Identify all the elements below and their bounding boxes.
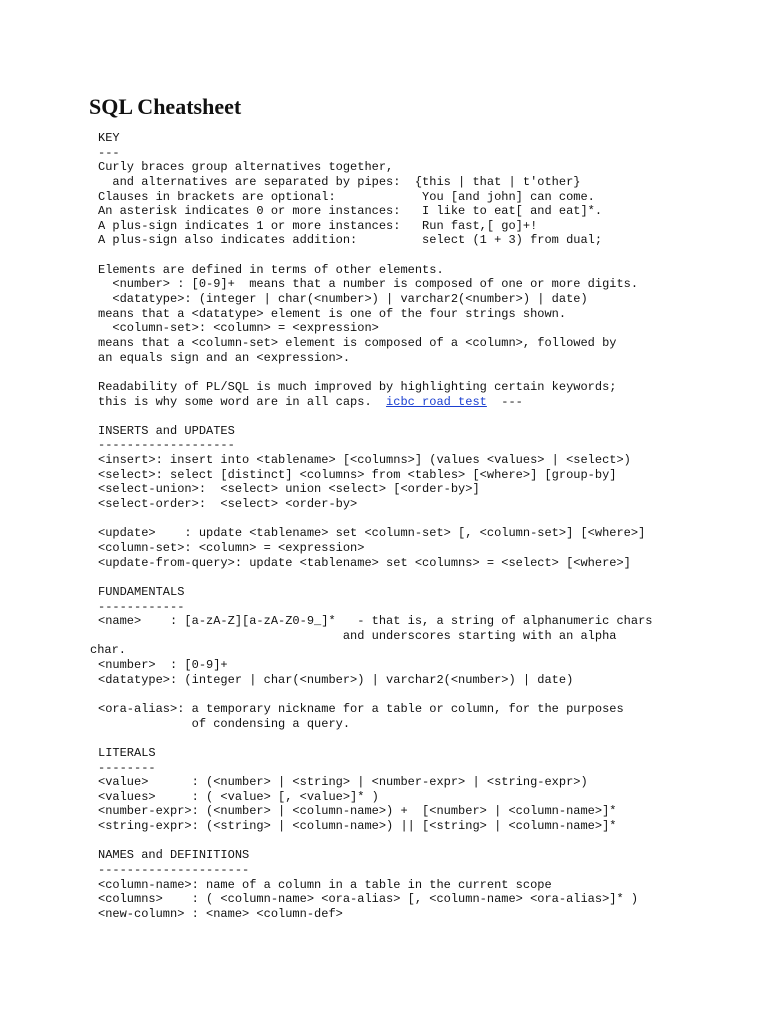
text-line — [90, 804, 760, 819]
line-text: An asterisk indicates 0 or more instances: I like to eat[ and eat]*. — [98, 204, 603, 219]
line-text: -------- — [98, 760, 156, 775]
text-line — [90, 526, 760, 541]
line-text: KEY — [98, 131, 120, 145]
line-text: of condensing a query. — [98, 716, 351, 731]
text-line — [90, 585, 760, 600]
text-line — [90, 468, 760, 483]
text-line — [90, 365, 760, 380]
text-line — [90, 658, 760, 673]
line-text: NAMES and DEFINITIONS — [98, 848, 250, 863]
line-text: <column-set>: <column> = <expression> — [98, 321, 379, 336]
text-line — [90, 395, 760, 410]
line-text: Curly braces group alternatives together, — [98, 160, 394, 175]
line-text: FUNDAMENTALS — [98, 584, 185, 599]
text-line — [90, 819, 760, 834]
line-text: <datatype>: (integer | char(<number>) | varchar2(<number>) | date) — [98, 292, 588, 307]
text-line — [90, 233, 760, 248]
line-text: <number-expr>: (<number> | <column-name>) + [<number> | <column-name>]* — [98, 804, 617, 819]
line-text: and alternatives are separated by pipes: {this | that | t'other} — [98, 174, 581, 189]
text-line — [90, 380, 760, 395]
line-text: Elements are defined in terms of other elements. — [98, 262, 444, 277]
line-text: <column-set>: <column> = <expression> — [98, 540, 365, 555]
line-text: <number> : [0-9]+ — [98, 658, 228, 673]
text-line — [90, 834, 760, 849]
line-text: this is why some word are in all caps. — [98, 394, 387, 409]
line-text: <column-name>: name of a column in a table in the current scope — [98, 877, 552, 892]
text-line — [90, 146, 760, 161]
text-line — [90, 687, 760, 702]
text-line — [90, 219, 760, 234]
line-text: <values> : ( <value> [, <value>]* ) — [98, 789, 379, 804]
text-line — [90, 248, 760, 263]
line-text: <number> : [0-9]+ means that a number is composed of one or more digits. — [98, 277, 639, 292]
text-line — [90, 204, 760, 219]
line-text: A plus-sign indicates 1 or more instances: Run fast,[ go]+! — [98, 218, 538, 233]
line-text: <new-column> : <name> <column-def> — [98, 906, 343, 921]
text-line — [90, 131, 760, 146]
line-text: char. — [90, 643, 127, 658]
text-line — [90, 160, 760, 175]
text-line — [90, 556, 760, 571]
inline-link[interactable]: icbc road test — [386, 394, 487, 409]
line-text: <name> : [a-zA-Z][a-zA-Z0-9_]* - that is, a string of alphanumeric chars — [98, 614, 653, 629]
text-line — [90, 321, 760, 336]
text-line — [90, 731, 760, 746]
text-line — [90, 761, 760, 776]
text-line — [90, 600, 760, 615]
cheatsheet-body — [90, 131, 760, 922]
line-text: <update> : update <tablename> set <column-set> [, <column-set>] [<where>] — [98, 526, 646, 541]
text-line — [90, 482, 760, 497]
line-text: <insert>: insert into <tablename> [<columns>] (values <values> | <select>) — [98, 453, 631, 468]
text-line — [90, 790, 760, 805]
line-text: means that a <column-set> element is composed of a <column>, followed by — [98, 335, 617, 350]
line-text: <datatype>: (integer | char(<number>) | varchar2(<number>) | date) — [98, 672, 574, 687]
line-text: <select>: select [distinct] <columns> from <tables> [<where>] [group-by] — [98, 467, 617, 482]
line-text: LITERALS — [98, 745, 156, 760]
text-line — [90, 702, 760, 717]
line-text: <ora-alias>: a temporary nickname for a table or column, for the purposes — [98, 701, 624, 716]
line-text: <update-from-query>: update <tablename> set <columns> = <select> [<where>] — [98, 555, 631, 570]
line-text: Clauses in brackets are optional: You [and john] can come. — [98, 189, 595, 204]
text-line — [90, 263, 760, 278]
line-text: ------------------- — [98, 438, 235, 453]
text-line — [90, 307, 760, 322]
text-line — [90, 878, 760, 893]
text-line — [90, 775, 760, 790]
line-text: ------------ — [98, 599, 185, 614]
text-line — [90, 746, 760, 761]
line-text: means that a <datatype> element is one of the four strings shown. — [98, 306, 567, 321]
text-line — [90, 570, 760, 585]
text-line — [90, 190, 760, 205]
line-text: --------------------- — [98, 863, 250, 878]
text-line — [90, 438, 760, 453]
line-text: INSERTS and UPDATES — [98, 423, 235, 438]
text-line — [90, 292, 760, 307]
line-text: an equals sign and an <expression>. — [98, 350, 351, 365]
line-text: <value> : (<number> | <string> | <number-expr> | <string-expr>) — [98, 775, 588, 790]
text-line — [90, 907, 760, 922]
text-line — [90, 717, 760, 732]
line-text: --- — [98, 145, 120, 160]
text-line — [90, 863, 760, 878]
text-line — [90, 351, 760, 366]
text-line — [90, 497, 760, 512]
text-line — [90, 673, 760, 688]
line-text: <select-order>: <select> <order-by> — [98, 497, 358, 512]
line-text: <select-union>: <select> union <select> [<order-by>] — [98, 482, 480, 497]
text-line — [90, 629, 760, 644]
text-line — [90, 277, 760, 292]
line-text: <columns> : ( <column-name> <ora-alias> [, <column-name> <ora-alias>]* ) — [98, 892, 639, 907]
text-line — [90, 643, 760, 658]
text-line — [90, 424, 760, 439]
text-line — [90, 892, 760, 907]
text-line — [90, 848, 760, 863]
text-line — [90, 336, 760, 351]
text-line — [90, 614, 760, 629]
text-line — [90, 409, 760, 424]
line-text-after-link: --- — [486, 394, 523, 409]
text-line — [90, 453, 760, 468]
text-line — [90, 175, 760, 190]
text-line — [90, 541, 760, 556]
line-text: <string-expr>: (<string> | <column-name>) || [<string> | <column-name>]* — [98, 819, 617, 834]
line-text: Readability of PL/SQL is much improved by highlighting certain keywords; — [98, 379, 617, 394]
line-text: and underscores starting with an alpha — [98, 628, 617, 643]
page-title: SQL Cheatsheet — [89, 94, 242, 119]
line-text: A plus-sign also indicates addition: select (1 + 3) from dual; — [98, 233, 603, 248]
text-line — [90, 512, 760, 527]
